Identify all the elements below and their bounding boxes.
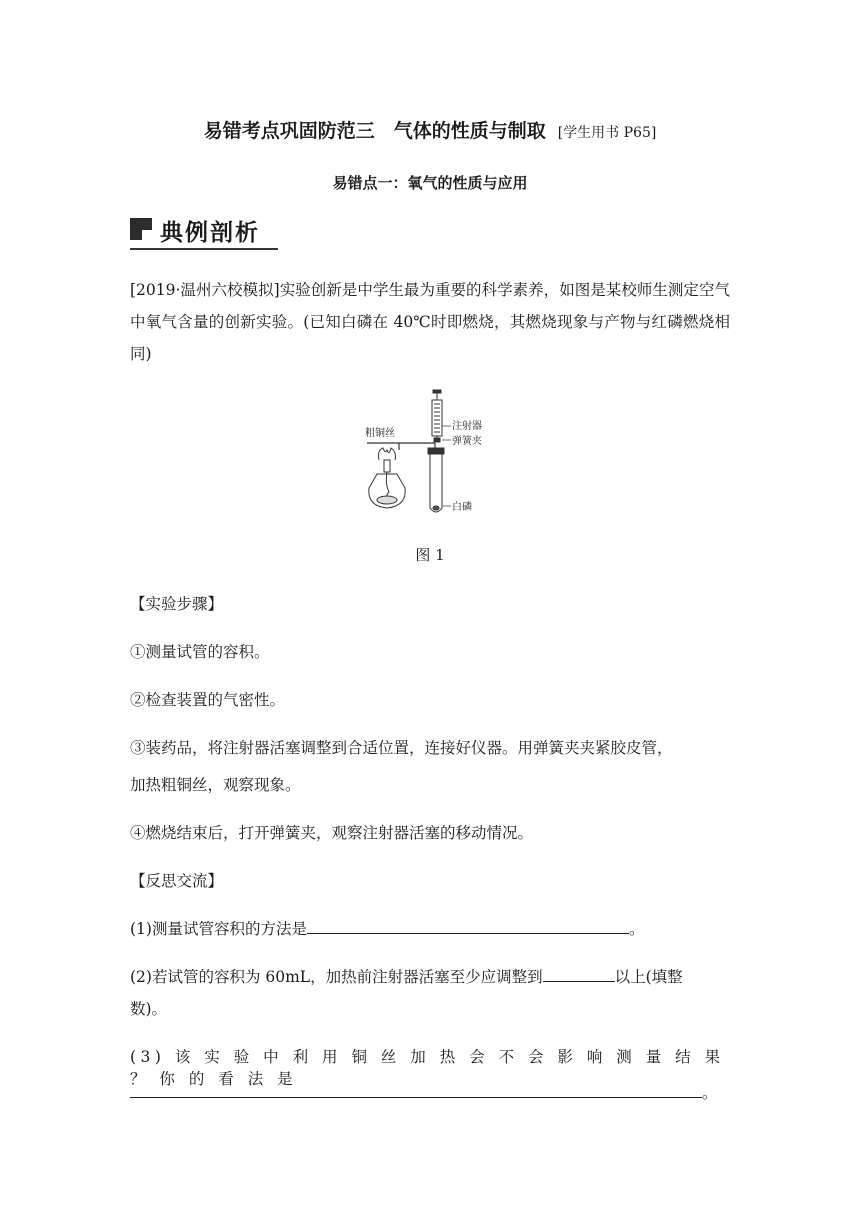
syringe-drawing [432, 390, 442, 442]
step-item-continued: 加热粗铜丝，观察现象。 [130, 776, 301, 794]
step-item: ③装药品，将注射器活塞调整到合适位置，连接好仪器。用弹簧夹夹紧胶皮管， [130, 739, 673, 757]
title-text: 易错考点巩固防范三 气体的性质与制取 [203, 120, 546, 142]
question-2 [130, 965, 735, 987]
answer-blank[interactable] [130, 1083, 702, 1098]
copper-wire-label: 粗铜丝 [365, 428, 395, 439]
question-3: (3) 该 实 验 中 利 用 铜 丝 加 热 会 不 会 影 响 测 量 结 果 ？ 你 的 看 法 是 [130, 1048, 725, 1088]
figure-caption: 图 1 [415, 546, 445, 564]
experiment-apparatus-diagram [355, 388, 495, 520]
steps-heading: 【实验步骤】 [130, 595, 224, 613]
test-tube-drawing [428, 448, 444, 512]
question-1-text: (1)测量试管容积的方法是 [130, 920, 307, 938]
answer-blank[interactable] [543, 967, 615, 982]
question-2-text: (2)若试管的容积为 60mL，加热前注射器活塞至少应调整到 [130, 968, 543, 986]
alcohol-lamp-drawing [369, 448, 405, 508]
question-3-answer-line [130, 1081, 735, 1103]
step-item: ②检查装置的气密性。 [130, 691, 286, 709]
copper-wire-drawing [367, 443, 435, 450]
section-subtitle: 易错点一：氧气的性质与应用 [332, 174, 528, 192]
section-heading-label: 典例剖析 [160, 220, 260, 246]
step-item: ①测量试管的容积。 [130, 643, 270, 661]
intro-paragraph: [2019·温州六校模拟]实验创新是中学生最为重要的科学素养，如图是某校师生测定空气中氧气含量的创新实验。(已知白磷在 40℃时即燃烧，其燃烧现象与产物与红磷燃烧相同) [130, 281, 730, 363]
question-2-continued: 数)。 [130, 1000, 168, 1018]
white-phosphorus-label: 白磷 [452, 502, 472, 513]
question-3-end: 。 [702, 1084, 718, 1102]
page-title [0, 116, 860, 143]
step-item: ④燃烧结束后，打开弹簧夹，观察注射器活塞的移动情况。 [130, 824, 534, 842]
question-1-end: 。 [628, 920, 645, 938]
question-1 [130, 917, 735, 939]
answer-blank[interactable] [307, 919, 629, 934]
square-bullet-icon [130, 218, 152, 240]
syringe-label: 注射器 [452, 421, 482, 432]
section-heading [130, 212, 278, 250]
reflection-heading: 【反思交流】 [130, 872, 224, 890]
book-page-reference: [学生用书 P65] [557, 125, 657, 141]
question-2-tail: 以上(填整 [614, 968, 683, 986]
spring-clamp-label: 弹簧夹 [452, 436, 482, 447]
